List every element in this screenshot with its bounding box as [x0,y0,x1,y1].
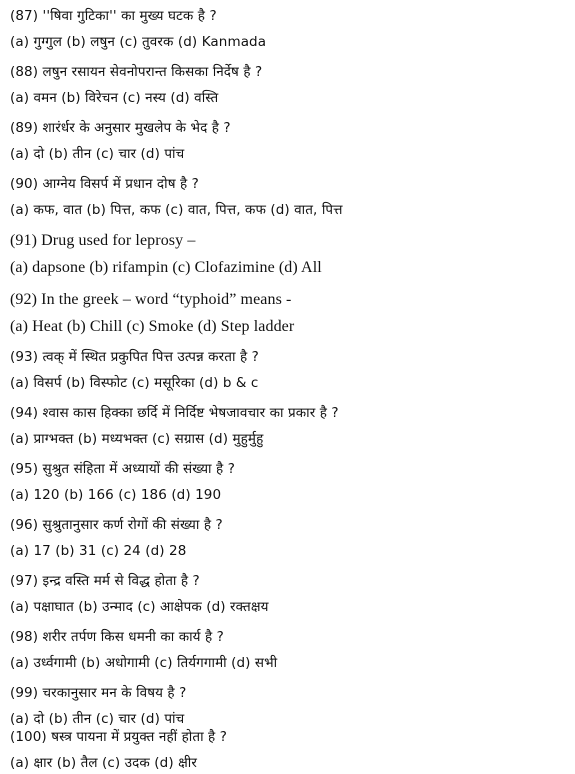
question-text: (92) In the greek – word “typhoid” means - [10,291,292,308]
question-options: (a) 17 (b) 31 (c) 24 (d) 28 [10,543,187,559]
question-options: (a) Heat (b) Chill (c) Smoke (d) Step ladder [10,318,295,335]
question-text: (96) सुश्रुतानुसार कर्ण रोगों की संख्या है ? [10,517,223,533]
question-95 [10,459,570,505]
question-92 [10,289,570,337]
question-options: (a) उर्ध्वगामी (b) अधोगामी (c) तिर्यगगामी (d) सभी [10,655,278,671]
question-87 [10,6,570,52]
question-text: (94) श्वास कास हिक्का छर्दि में निर्दिष्ट भेषजावचार का प्रकार है ? [10,405,339,421]
question-text: (88) लषुन रसायन सेवनोपरान्त किसका निर्देष है ? [10,64,263,80]
question-text: (89) शारंर्धर के अनुसार मुखलेप के भेद है ? [10,120,231,136]
question-91 [10,230,570,278]
question-text: (99) चरकानुसार मन के विषय है ? [10,685,187,701]
question-options: (a) dapsone (b) rifampin (c) Clofazimine (d) All [10,259,322,276]
question-text: (91) Drug used for leprosy – [10,232,196,249]
question-options: (a) गुग्गुल (b) लषुन (c) तुवरक (d) Kanmada [10,34,267,50]
question-options: (a) कफ, वात (b) पित्त, कफ (c) वात, पित्त, कफ (d) वात, पित्त [10,202,343,218]
question-99 [10,683,570,729]
question-98 [10,627,570,673]
question-100 [10,727,570,773]
question-options: (a) क्षार (b) तैल (c) उदक (d) क्षीर [10,755,197,771]
question-90 [10,174,570,220]
question-text: (95) सुश्रुत संहिता में अध्यायों की संख्या है ? [10,461,235,477]
question-text: (93) त्वक् में स्थित प्रकुपित पित्त उत्पन्न करता है ? [10,349,259,365]
question-97 [10,571,570,617]
question-options: (a) विसर्प (b) विस्फोट (c) मसूरिका (d) b & c [10,375,259,391]
question-89 [10,118,570,164]
question-options: (a) दो (b) तीन (c) चार (d) पांच [10,146,185,162]
question-96 [10,515,570,561]
question-text: (98) शरीर तर्पण किस धमनी का कार्य है ? [10,629,224,645]
question-93 [10,347,570,393]
question-options: (a) 120 (b) 166 (c) 186 (d) 190 [10,487,222,503]
question-88 [10,62,570,108]
question-text: (97) इन्द्र वस्ति मर्म से विद्ध होता है ? [10,573,200,589]
question-options: (a) प्राग्भक्त (b) मध्यभक्त (c) सग्रास (d) मुहुर्मुहु [10,431,264,447]
question-text: (87) ''षिवा गुटिका'' का मुख्य घटक है ? [10,8,217,24]
question-options: (a) पक्षाघात (b) उन्माद (c) आक्षेपक (d) रक्तक्षय [10,599,269,615]
question-text: (100) षस्त्र पायना में प्रयुक्त नहीं होता है ? [10,729,227,745]
question-text: (90) आग्नेय विसर्प में प्रधान दोष है ? [10,176,199,192]
question-options: (a) वमन (b) विरेचन (c) नस्य (d) वस्ति [10,90,219,106]
question-options: (a) दो (b) तीन (c) चार (d) पांच [10,711,185,727]
question-94 [10,403,570,449]
